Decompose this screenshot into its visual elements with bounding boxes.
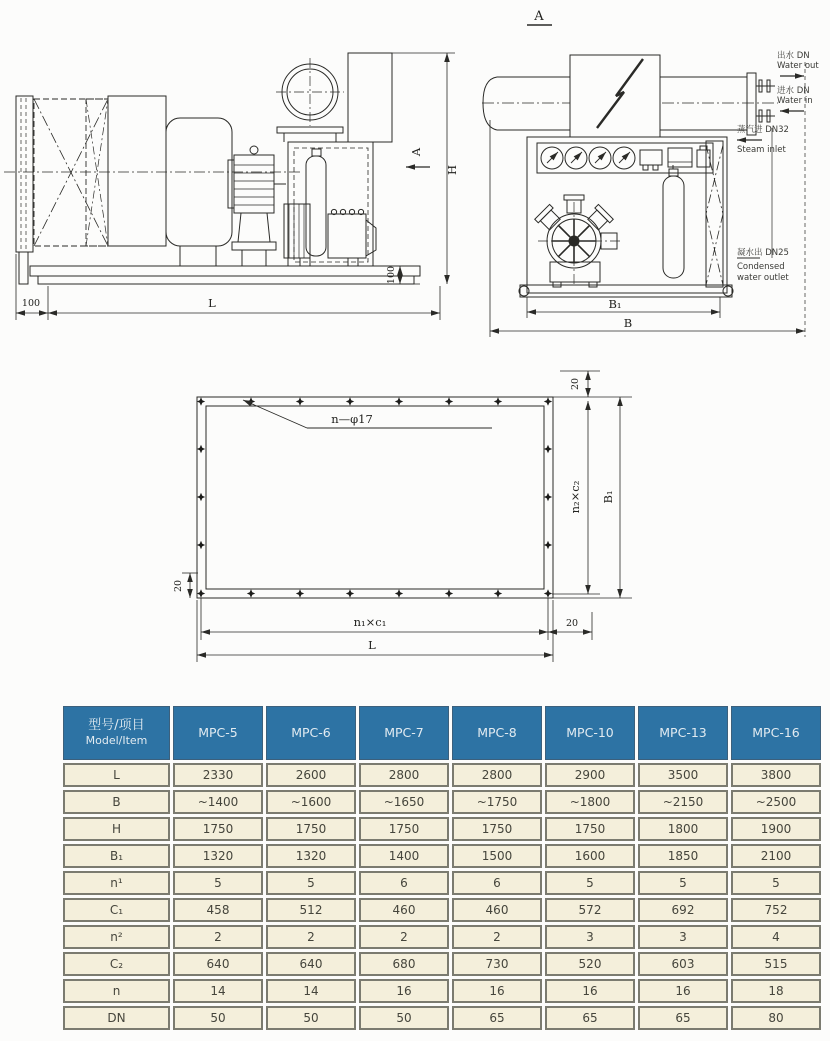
side-view-dimensions [16, 53, 459, 320]
cell: ~1750 [452, 790, 542, 814]
water-nozzles [756, 80, 775, 122]
water-out-label-en: Water out [777, 61, 819, 71]
cell: 2 [452, 925, 542, 949]
cell: 1750 [359, 817, 449, 841]
dim-L-flange-label: L [368, 638, 376, 652]
cell: 1500 [452, 844, 542, 868]
compressor-enclosure [284, 142, 376, 266]
col-header-mpc7: MPC-7 [359, 706, 449, 760]
cell: 14 [173, 979, 263, 1003]
cell: 515 [731, 952, 821, 976]
cell: 5 [266, 871, 356, 895]
discharge-duct [276, 53, 392, 142]
cell: 1600 [545, 844, 635, 868]
steam-inlet-label-en: Steam inlet [737, 145, 786, 155]
water-in-label-en: Water in [777, 96, 813, 106]
condensed-label-zh: 凝水出 DN25 [737, 248, 789, 258]
cell: 603 [638, 952, 728, 976]
cell: 2100 [731, 844, 821, 868]
bolt-holes [197, 397, 552, 597]
cell: 692 [638, 898, 728, 922]
cell: 50 [173, 1006, 263, 1030]
cell: 14 [266, 979, 356, 1003]
dim-n2c2-label: n₂×c₂ [568, 480, 582, 514]
cell: 1750 [173, 817, 263, 841]
table-row-B1 [63, 844, 821, 868]
cell: 2330 [173, 763, 263, 787]
cross-brace-frame [706, 141, 723, 287]
row-label: B [63, 790, 170, 814]
condenser-cylinder [483, 55, 775, 137]
header-zh: 型号/项目 [88, 718, 145, 733]
fan-housing [108, 96, 232, 266]
pipe-annotations [737, 50, 819, 283]
cell: 460 [452, 898, 542, 922]
cell: 1900 [731, 817, 821, 841]
cell: 65 [452, 1006, 542, 1030]
base-frame [30, 266, 420, 284]
dim-L-label: L [208, 296, 216, 310]
dim-100-left-label: 100 [21, 298, 41, 309]
cell: ~2150 [638, 790, 728, 814]
cell: 680 [359, 952, 449, 976]
cell: 5 [545, 871, 635, 895]
dim-B1-flange-label: B₁ [601, 490, 615, 504]
water-out-label-zh: 出水 DN [777, 51, 810, 61]
row-label: n [63, 979, 170, 1003]
spec-table [63, 706, 821, 1030]
cell: 3 [545, 925, 635, 949]
cell: 80 [731, 1006, 821, 1030]
col-header-mpc10: MPC-10 [545, 706, 635, 760]
row-label: DN [63, 1006, 170, 1030]
table-header-model-item [63, 706, 170, 760]
cell: 730 [452, 952, 542, 976]
col-header-mpc5: MPC-5 [173, 706, 263, 760]
cell: 1750 [452, 817, 542, 841]
cell: 18 [731, 979, 821, 1003]
cell: 1850 [638, 844, 728, 868]
row-label: C₁ [63, 898, 170, 922]
cell: 3800 [731, 763, 821, 787]
cell: 65 [638, 1006, 728, 1030]
gauge-panel [541, 146, 710, 170]
water-in-label-zh: 进水 DN [777, 86, 810, 96]
table-row-H [63, 817, 821, 841]
front-view-drawing [482, 9, 819, 337]
col-header-mpc8: MPC-8 [452, 706, 542, 760]
cell: ~2500 [731, 790, 821, 814]
cell: 2 [359, 925, 449, 949]
cell: ~1600 [266, 790, 356, 814]
cell: ~1800 [545, 790, 635, 814]
row-label: H [63, 817, 170, 841]
cell: 5 [731, 871, 821, 895]
table-row-n [63, 979, 821, 1003]
cell: 16 [545, 979, 635, 1003]
cell: 1750 [266, 817, 356, 841]
cell: 2600 [266, 763, 356, 787]
cell: 1750 [545, 817, 635, 841]
cabinet [519, 137, 733, 297]
table-row-C1 [63, 898, 821, 922]
cell: 2 [173, 925, 263, 949]
cell: 3 [638, 925, 728, 949]
dim-20-bottom-label: 20 [565, 618, 579, 629]
dim-n1c1-label: n₁×c₁ [353, 615, 387, 629]
table-row-DN [63, 1006, 821, 1030]
dim-20-left-label: 20 [173, 579, 184, 593]
col-header-mpc16: MPC-16 [731, 706, 821, 760]
col-header-mpc13: MPC-13 [638, 706, 728, 760]
table-row-B [63, 790, 821, 814]
col-header-mpc6: MPC-6 [266, 706, 356, 760]
compressor-flywheel [535, 195, 622, 287]
holes-callout [243, 400, 492, 428]
cooler-block [16, 96, 108, 284]
row-label: C₂ [63, 952, 170, 976]
dim-B1-label: B₁ [608, 297, 622, 311]
condensed-label-en2: water outlet [737, 273, 789, 283]
cell: 6 [359, 871, 449, 895]
row-label: n¹ [63, 871, 170, 895]
view-arrow-A-label: A [409, 147, 423, 157]
cell: 2800 [359, 763, 449, 787]
cell: 2900 [545, 763, 635, 787]
cell: 4 [731, 925, 821, 949]
motor [228, 146, 286, 266]
cell: ~1650 [359, 790, 449, 814]
dim-20-top-label: 20 [570, 377, 581, 391]
flange-outer-rect [197, 397, 553, 598]
dim-B-label: B [623, 316, 633, 330]
flange-dimensions [173, 371, 632, 662]
cell: 16 [359, 979, 449, 1003]
table-row-n1 [63, 871, 821, 895]
cell: 458 [173, 898, 263, 922]
row-label: B₁ [63, 844, 170, 868]
cell: 2 [266, 925, 356, 949]
cell: 2800 [452, 763, 542, 787]
table-row-n2 [63, 925, 821, 949]
cell: 1320 [266, 844, 356, 868]
table-header-row [63, 706, 821, 760]
cell: 50 [266, 1006, 356, 1030]
cell: 65 [545, 1006, 635, 1030]
cell: 1320 [173, 844, 263, 868]
cell: 640 [266, 952, 356, 976]
receiver-tank [663, 165, 684, 278]
cell: 640 [173, 952, 263, 976]
cell: ~1400 [173, 790, 263, 814]
holes-label: n—φ17 [331, 412, 373, 426]
cell: 1800 [638, 817, 728, 841]
cell: 1400 [359, 844, 449, 868]
condensed-label-en1: Condensed [737, 262, 785, 272]
side-view-drawing [4, 53, 459, 320]
row-label: L [63, 763, 170, 787]
cell: 16 [452, 979, 542, 1003]
view-A-title: A [534, 9, 544, 24]
cell: 572 [545, 898, 635, 922]
flange-inner-rect [206, 406, 544, 589]
dim-H-label: H [445, 164, 459, 176]
table-row-C2 [63, 952, 821, 976]
cabinet-base [519, 285, 733, 297]
cell: 50 [359, 1006, 449, 1030]
header-en: Model/Item [85, 734, 148, 748]
cell: 16 [638, 979, 728, 1003]
cell: 520 [545, 952, 635, 976]
dim-100-right-label: 100 [386, 265, 397, 285]
cell: 3500 [638, 763, 728, 787]
cell: 5 [638, 871, 728, 895]
cell: 512 [266, 898, 356, 922]
row-label: n² [63, 925, 170, 949]
cell: 5 [173, 871, 263, 895]
steam-inlet-label-zh: 蒸汽进 DN32 [737, 125, 789, 135]
cell: 460 [359, 898, 449, 922]
flange-drawing [173, 371, 632, 662]
cell: 752 [731, 898, 821, 922]
cell: 6 [452, 871, 542, 895]
table-row-L [63, 763, 821, 787]
